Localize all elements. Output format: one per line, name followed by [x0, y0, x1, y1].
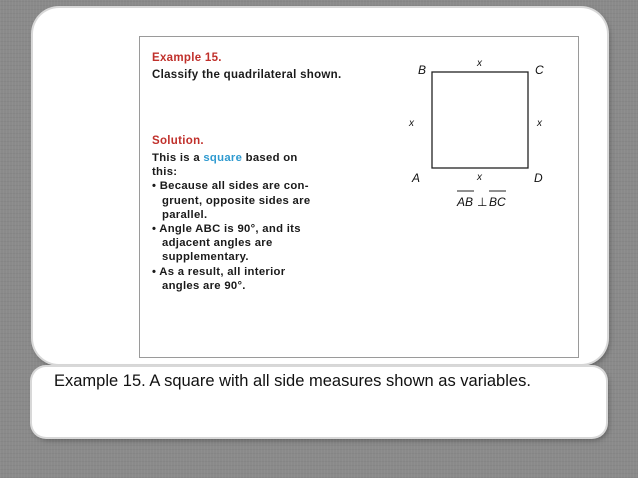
- bullet-2-line-3: supplementary.: [162, 251, 249, 264]
- bullet-1-line-2: gruent, opposite sides are: [162, 194, 311, 207]
- side-label-bottom: x: [477, 172, 482, 183]
- caption-text: Example 15. A square with all side measures shown as variables.: [54, 372, 531, 390]
- bullet-1-line-1: • Because all sides are con-: [152, 180, 309, 193]
- solution-intro: [152, 151, 352, 165]
- square-shape: [432, 72, 528, 168]
- bullet-3-line-2: angles are 90°.: [162, 279, 246, 292]
- vertex-c-label: C: [535, 63, 544, 77]
- bullet-2-line-1: • Angle ABC is 90°, and its: [152, 223, 301, 236]
- example-prompt: Classify the quadrilateral shown.: [152, 69, 342, 81]
- solution-title: Solution.: [152, 135, 204, 147]
- bullet-1-line-3: parallel.: [162, 208, 208, 221]
- slide-card: [33, 8, 607, 364]
- perp-segment-ab: AB: [457, 195, 474, 209]
- content-frame: [139, 36, 579, 358]
- perp-segment-bc: BC: [489, 195, 506, 209]
- intro-text: This is a: [152, 152, 204, 164]
- keyword-square: square: [203, 152, 243, 164]
- side-label-left: x: [409, 118, 414, 129]
- side-label-top: x: [477, 58, 482, 69]
- solution-intro-line2: this:: [152, 166, 178, 179]
- bullet-3-line-1: • As a result, all interior: [152, 265, 286, 278]
- solution-body: [152, 151, 352, 293]
- vertex-b-label: B: [418, 63, 427, 77]
- example-title: Example 15.: [152, 52, 222, 64]
- bullet-2-line-2: adjacent angles are: [162, 237, 273, 250]
- perpendicular-symbol: ⊥: [477, 195, 488, 209]
- vertex-d-label: D: [534, 171, 543, 185]
- caption-panel: [32, 367, 606, 437]
- intro-text-after: based on: [242, 152, 298, 164]
- vertex-a-label: A: [412, 171, 421, 185]
- side-label-right: x: [537, 118, 542, 129]
- square-diagram: [402, 45, 552, 217]
